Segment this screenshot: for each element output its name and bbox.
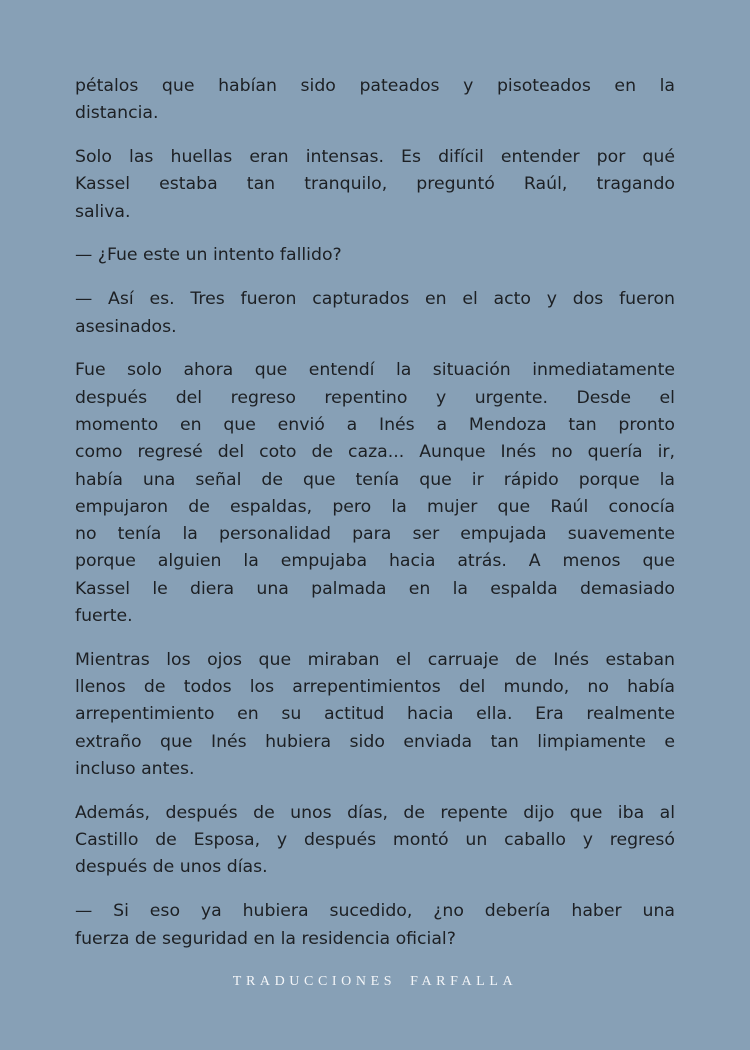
text-line: después de unos días.: [75, 857, 268, 878]
paragraph: [75, 647, 675, 783]
text-line: Además, después de unos días, de repente dijo que iba al: [75, 802, 675, 823]
page-body: [75, 73, 675, 969]
paragraph: [75, 286, 675, 341]
footer-credit: [0, 974, 750, 990]
paragraph: [75, 73, 675, 128]
text-line: pétalos que habían sido pateados y pisoteados en la: [75, 76, 675, 96]
paragraph: [75, 898, 675, 953]
text-line: Solo las huellas eran intensas. Es difícil entender por qué: [75, 147, 675, 168]
text-line: Mientras los ojos que miraban el carruaje de Inés estaban: [75, 649, 675, 670]
text-line: incluso antes.: [75, 759, 195, 780]
paragraph: [75, 357, 675, 630]
text-line: Kassel estaba tan tranquilo, preguntó Raúl, tragando: [75, 174, 675, 195]
text-line: después del regreso repentino y urgente. Desde el: [75, 387, 675, 408]
text-line: momento en que envió a Inés a Mendoza tan pronto: [75, 414, 675, 435]
text-line: fuerza de seguridad en la residencia oficial?: [75, 928, 456, 949]
text-line: no tenía la personalidad para ser empujada suavemente: [75, 524, 675, 545]
paragraph: [75, 144, 675, 226]
text-line: — ¿Fue este un intento fallido?: [75, 245, 342, 266]
text-line: había una señal de que tenía que ir rápido porque la: [75, 469, 675, 490]
text-line: como regresé del coto de caza... Aunque Inés no quería ir,: [75, 442, 675, 463]
paragraph: [75, 800, 675, 882]
text-line: Castillo de Esposa, y después montó un caballo y regresó: [75, 830, 675, 851]
text-line: porque alguien la empujaba hacia atrás. A menos que: [75, 551, 675, 572]
footer-word-2: FARFALLA: [410, 974, 518, 989]
text-line: distancia.: [75, 103, 159, 124]
text-line: llenos de todos los arrepentimientos del mundo, no había: [75, 677, 675, 698]
text-line: Kassel le diera una palmada en la espalda demasiado: [75, 578, 675, 599]
text-line: asesinados.: [75, 316, 177, 337]
text-line: saliva.: [75, 201, 131, 222]
text-line: Fue solo ahora que entendí la situación inmediatamente: [75, 360, 675, 381]
text-line: — Así es. Tres fueron capturados en el acto y dos fueron: [75, 289, 675, 310]
paragraph: [75, 242, 675, 269]
text-line: arrepentimiento en su actitud hacia ella. Era realmente: [75, 704, 675, 725]
text-line: extraño que Inés hubiera sido enviada tan limpiamente e: [75, 731, 675, 752]
text-line: — Si eso ya hubiera sucedido, ¿no debería haber una: [75, 901, 675, 922]
footer-word-1: TRADUCCIONES: [232, 974, 397, 989]
text-line: fuerte.: [75, 606, 133, 627]
text-line: empujaron de espaldas, pero la mujer que Raúl conocía: [75, 496, 675, 517]
